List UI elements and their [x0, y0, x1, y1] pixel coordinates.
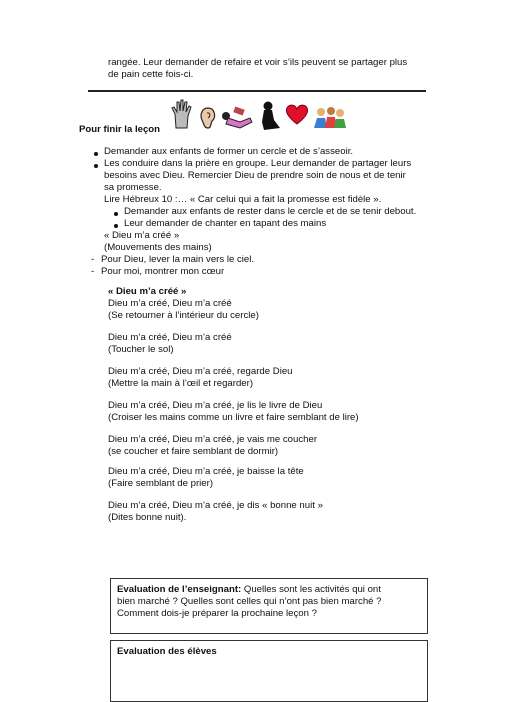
top-paragraph-line-1: rangée. Leur demander de refaire et voir s’ils peuvent se partager plus: [108, 57, 408, 68]
praying-figure-icon: [220, 106, 254, 130]
song-lyric: Dieu m’a créé, Dieu m’a créé: [108, 298, 232, 309]
hand-icon: [170, 98, 196, 130]
teacher-evaluation-label: Evaluation de l’enseignant:: [117, 584, 242, 595]
student-evaluation-label: Evaluation des élèves: [117, 646, 217, 657]
song-action: (Toucher le sol): [108, 344, 174, 355]
sub-bullet-2: Leur demander de chanter en tapant des mains: [124, 218, 327, 229]
teacher-evaluation-text: Quelles sont les activités qui ont: [241, 584, 381, 595]
bullet-2-line-1: Les conduire dans la prière en groupe. Leur demander de partager leurs: [104, 158, 412, 169]
teacher-evaluation-line-1: [117, 584, 381, 596]
teacher-evaluation-box: [110, 578, 428, 634]
sub-bullet-dot: [114, 212, 118, 216]
song-action: (Faire semblant de prier): [108, 478, 214, 489]
sub-bullet-dot: [114, 224, 118, 228]
icon-strip: [170, 96, 350, 136]
kneeling-figure-icon: [256, 100, 282, 132]
song-lyric: Dieu m’a créé, Dieu m’a créé, je dis « bonne nuit »: [108, 500, 323, 511]
bullet-dot: [94, 164, 98, 168]
song-lyric: Dieu m’a créé, Dieu m’a créé, je baisse la tête: [108, 466, 304, 477]
bullet-2-line-2: besoins avec Dieu. Remercier Dieu de prendre soin de nous et de tenir: [104, 170, 406, 181]
bullet-2-line-4: Lire Hébreux 10 :… « Car celui qui a fait la promesse est fidèle ».: [104, 194, 382, 205]
student-evaluation-box: [110, 640, 428, 702]
group-of-children-icon: [312, 106, 348, 130]
bullet-1-line-1: Demander aux enfants de former un cercle et de s’asseoir.: [104, 146, 354, 157]
dash-marker: -: [91, 266, 95, 277]
dash-item-1: Pour Dieu, lever la main vers le ciel.: [101, 254, 255, 265]
song-lyric: Dieu m’a créé, Dieu m’a créé, regarde Dieu: [108, 366, 293, 377]
teacher-evaluation-line-3: Comment dois-je préparer la prochaine leçon ?: [117, 608, 317, 619]
top-paragraph-line-2: de pain cette fois-ci.: [108, 69, 194, 80]
song-action: (Dites bonne nuit).: [108, 512, 187, 523]
teacher-evaluation-line-2: bien marché ? Quelles sont celles qui n’ont pas bien marché ?: [117, 596, 382, 607]
ear-icon: [198, 106, 218, 130]
heart-icon: [284, 102, 310, 126]
song-intro-subtitle: (Mouvements des mains): [104, 242, 212, 253]
song-lyric: Dieu m’a créé, Dieu m’a créé, je vais me coucher: [108, 434, 318, 445]
song-action: (Se retourner à l’intérieur du cercle): [108, 310, 259, 321]
song-action: (se coucher et faire semblant de dormir): [108, 446, 279, 457]
horizontal-rule: [88, 90, 426, 92]
bullet-2-line-3: sa promesse.: [104, 182, 162, 193]
song-lyric: Dieu m’a créé, Dieu m’a créé, je lis le livre de Dieu: [108, 400, 323, 411]
song-title: « Dieu m’a créé »: [108, 286, 187, 297]
song-action: (Croiser les mains comme un livre et faire semblant de lire): [108, 412, 359, 423]
song-lyric: Dieu m’a créé, Dieu m’a créé: [108, 332, 232, 343]
bullet-dot: [94, 152, 98, 156]
sub-bullet-1: Demander aux enfants de rester dans le cercle et de se tenir debout.: [124, 206, 417, 217]
dash-marker: -: [91, 254, 95, 265]
song-intro-title: « Dieu m’a créé »: [104, 230, 180, 241]
dash-item-2: Pour moi, montrer mon cœur: [101, 266, 225, 277]
song-action: (Mettre la main à l’œil et regarder): [108, 378, 254, 389]
section-heading: Pour finir la leçon: [79, 124, 161, 135]
